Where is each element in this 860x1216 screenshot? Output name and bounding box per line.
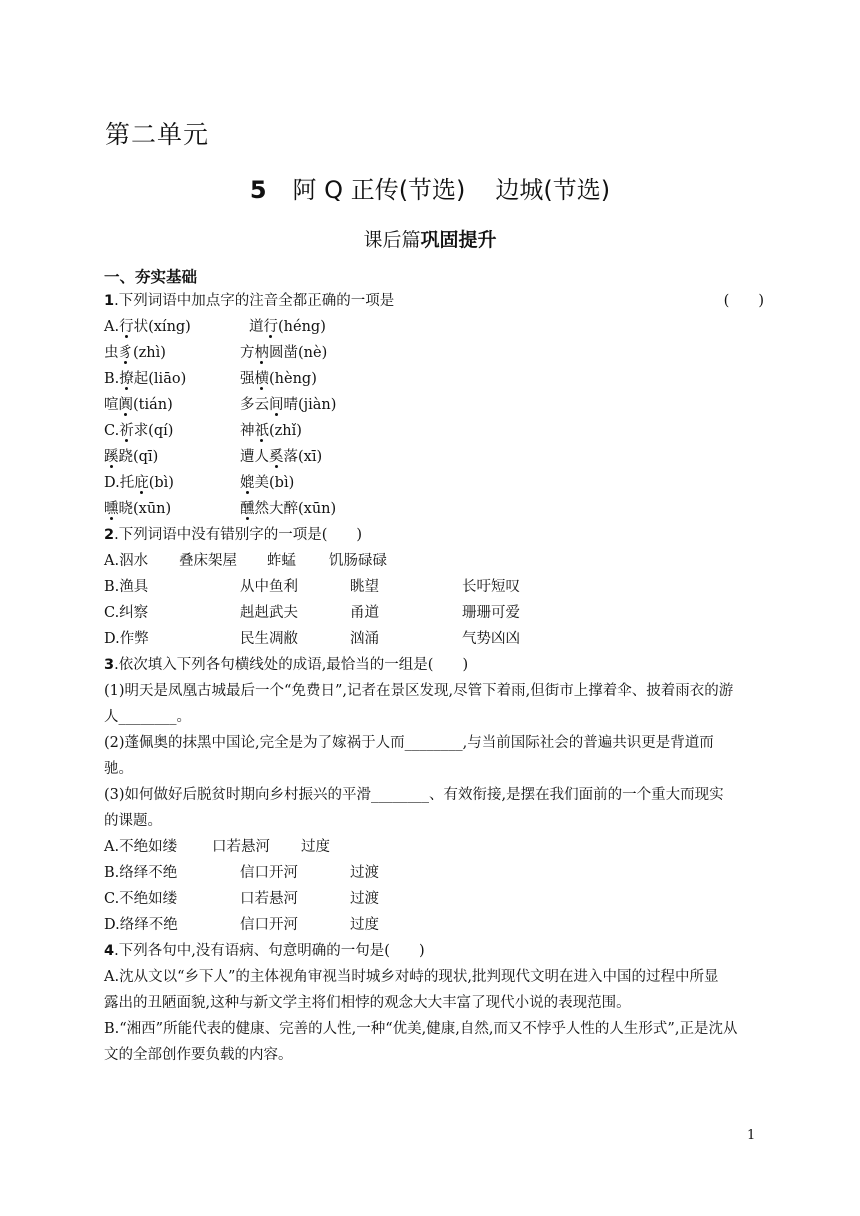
sentence-1: (1)明天是凤凰古城最后一个“免费日”,记者在景区发现,尽管下着雨,但街市上撑着伞、披着雨衣的游 xyxy=(104,683,734,699)
emphasis-char: 曛 xyxy=(104,501,119,517)
part-heading: 一、夯实基础 xyxy=(104,268,198,286)
emphasis-char: 间 xyxy=(269,397,284,413)
emphasis-char: 奚 xyxy=(269,449,284,465)
option-row xyxy=(104,418,764,444)
option-row: D.络绎不绝 信口开河 过度 xyxy=(104,917,379,933)
term-a: A.行状(xíng) xyxy=(104,319,191,335)
sentence-3: (3)如何做好后脱贫时期向乡村振兴的平滑________、有效衔接,是摆在我们面前的一个重大而现实 xyxy=(104,787,724,803)
term-a: 喧阗(tián) xyxy=(104,397,173,413)
option-row xyxy=(104,444,764,470)
term-a: 曛晓(xūn) xyxy=(104,501,172,517)
option-a-line-1: A.沈从文以“乡下人”的主体视角审视当时城乡对峙的现状,批判现代文明在进入中国的过程中所显 xyxy=(104,969,719,985)
sentence-2: (2)蓬佩奥的抹黑中国论,完全是为了嫁祸于人而________,与当前国际社会的普遍共识更是背道而 xyxy=(104,735,714,751)
option-row xyxy=(104,496,764,522)
question-4-stem: 4.下列各句中,没有语病、句意明确的一句是( ) xyxy=(104,943,425,959)
term-a: D.托庇(bì) xyxy=(104,475,174,491)
emphasis-char: 蹊 xyxy=(104,449,119,465)
emphasis-char: 行 xyxy=(263,319,278,335)
emphasis-char: 撩 xyxy=(119,371,134,387)
question-2-stem: 2.下列词语中没有错别字的一项是( ) xyxy=(104,527,363,543)
option-row xyxy=(104,314,764,340)
emphasis-char: 祈 xyxy=(119,423,134,439)
term-b: 强横(hèng) xyxy=(240,371,317,387)
question-1-options xyxy=(104,314,764,522)
option-b-line-2: 文的全部创作要负载的内容。 xyxy=(104,1047,293,1063)
page-number: 1 xyxy=(747,1128,756,1143)
lesson-title-a: 阿 Q 正传(节选) xyxy=(292,176,466,204)
option-a-line-2: 露出的丑陋面貌,这种与新文学主将们相悖的观念大大丰富了现代小说的表现范围。 xyxy=(104,995,631,1011)
option-row xyxy=(104,340,764,366)
sentence-3-cont: 的课题。 xyxy=(104,813,162,829)
term-b: 道行(héng) xyxy=(249,319,326,335)
question-list xyxy=(104,288,764,1068)
question-1-stem: 1.下列词语中加点字的注音全都正确的一项是 ( ) xyxy=(104,288,764,314)
option-row xyxy=(104,470,764,496)
option-row: B.络绎不绝 信口开河 过渡 xyxy=(104,865,379,881)
section-heading xyxy=(0,225,860,252)
lesson-title-b: 边城(节选) xyxy=(495,176,611,204)
emphasis-char: 媲 xyxy=(240,475,255,491)
option-b-line-1: B.“湘西”所能代表的健康、完善的人性,一种“优美,健康,自然,而又不悖乎人性的人生形式”,正是沈从 xyxy=(104,1021,738,1037)
emphasis-char: 枘 xyxy=(254,345,269,361)
option-row: D.作弊 民生凋敝 汹涌 气势凶凶 xyxy=(104,631,520,647)
option-row: C.不绝如缕 口若悬河 过渡 xyxy=(104,891,379,907)
emphasis-char: 庇 xyxy=(134,475,149,491)
lesson-number: 5 xyxy=(249,176,267,204)
sentence-1-cont: 人________。 xyxy=(104,709,191,725)
term-b: 醺然大醉(xūn) xyxy=(240,501,337,517)
option-row: A.泅水 叠床架屋 蚱蜢 饥肠碌碌 xyxy=(104,553,387,569)
term-a: C.祈求(qí) xyxy=(104,423,174,439)
question-3-stem: 3.依次填入下列各句横线处的成语,最恰当的一组是( ) xyxy=(104,657,469,673)
option-row: A.不绝如缕 口若悬河 过度 xyxy=(104,839,330,855)
term-b: 媲美(bì) xyxy=(240,475,295,491)
term-b: 遭人奚落(xī) xyxy=(240,449,323,465)
lesson-title xyxy=(0,170,860,205)
section-bold: 巩固提升 xyxy=(420,229,497,251)
option-row: C.纠察 赳赳武夫 甬道 珊珊可爱 xyxy=(104,605,520,621)
sentence-2-cont: 驰。 xyxy=(104,761,133,777)
option-row: B.渔具 从中鱼利 眺望 长吁短叹 xyxy=(104,579,520,595)
unit-title: 第二单元 xyxy=(105,120,210,149)
emphasis-char: 阗 xyxy=(118,397,133,413)
term-a: 蹊跷(qī) xyxy=(104,449,159,465)
term-a: B.撩起(liāo) xyxy=(104,371,187,387)
emphasis-char: 祇 xyxy=(254,423,269,439)
option-row xyxy=(104,392,764,418)
answer-bracket: ( ) xyxy=(723,293,764,309)
option-row xyxy=(104,366,764,392)
term-b: 多云间晴(jiàn) xyxy=(240,397,337,413)
emphasis-char: 豸 xyxy=(118,345,133,361)
emphasis-char: 横 xyxy=(254,371,269,387)
section-prefix: 课后篇 xyxy=(363,229,421,251)
term-b: 方枘圆凿(nè) xyxy=(240,345,328,361)
term-a: 虫豸(zhì) xyxy=(104,345,166,361)
term-b: 神祇(zhǐ) xyxy=(240,423,302,439)
emphasis-char: 醺 xyxy=(240,501,255,517)
emphasis-char: 行 xyxy=(119,319,134,335)
